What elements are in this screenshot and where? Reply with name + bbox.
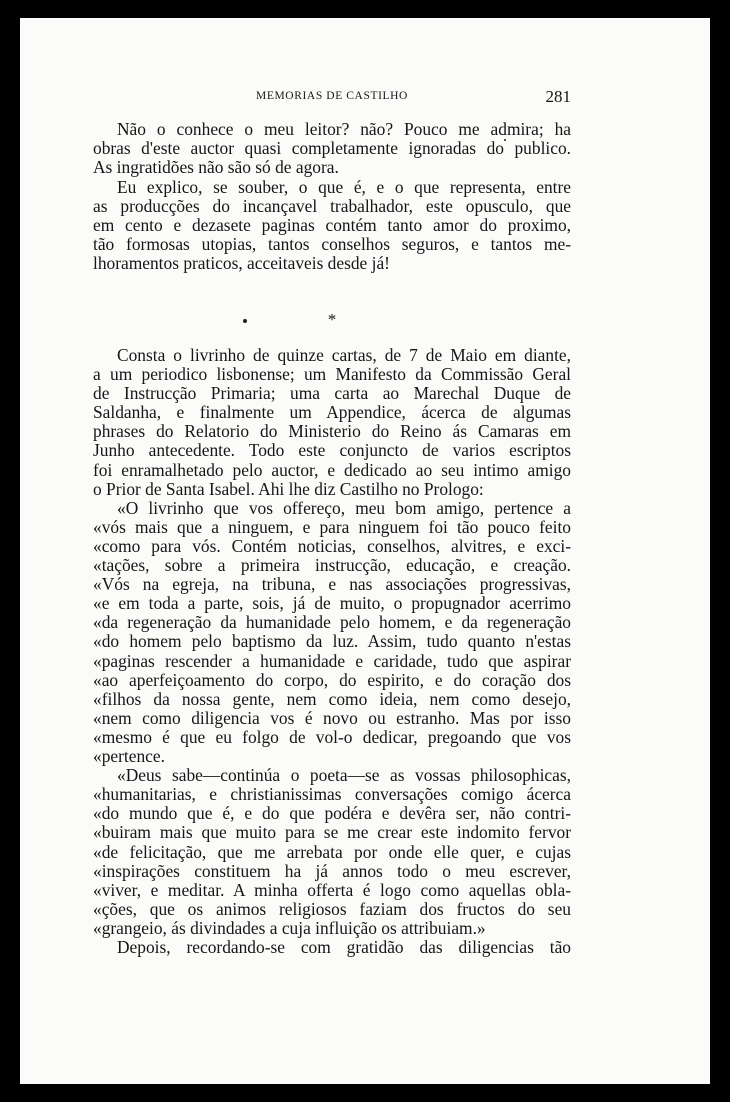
paragraph-3 xyxy=(93,346,571,499)
book-page xyxy=(20,18,710,1084)
text-line: a um periodico lisbonense; um Manifesto da Commissão Geral xyxy=(93,364,571,385)
text-line: «como para vós. Contém noticias, conselhos, alvitres, e exci- xyxy=(93,535,571,556)
text-line: As ingratidões não são só de agora. xyxy=(93,157,339,178)
text-line: «O livrinho que vos offereço, meu bom amigo, pertence a xyxy=(117,497,571,518)
text-line: «vós mais que a ninguem, e para ninguem foi tão pouco feito xyxy=(93,516,571,537)
text-line: Eu explico, se souber, o que é, e o que representa, entre xyxy=(117,177,571,197)
text-line: «pertence. xyxy=(93,746,165,767)
text-line: em cento e dezasete paginas contém tanto amor do proximo, xyxy=(93,215,571,236)
text-line: «de felicitação, que me arrebata por onde elle quer, e cujas xyxy=(93,841,571,862)
text-line: «grangeio, ás divindades a cuja influição os attribuiam.» xyxy=(93,917,486,938)
text-line: «Deus sabe—continúa o poeta—se as vossas philosophicas, xyxy=(117,765,571,786)
text-line: «Vós na egreja, na tribuna, e nas associações progressivas, xyxy=(93,574,571,595)
section-separator: * xyxy=(327,310,337,329)
text-line: Depois, recordando-se com gratidão das diligencias tão xyxy=(117,937,571,958)
text-line: «inspirações constituem ha já annos todo o meu escrever, xyxy=(93,860,571,881)
paragraph-4-quote xyxy=(93,499,571,766)
text-line: «paginas rescender a humanidade e caridade, tudo que aspirar xyxy=(93,650,571,671)
text-line: Saldanha, e finalmente um Appendice, ácerca de algumas xyxy=(93,402,571,423)
text-line: foi enramalhetado pelo auctor, e dedicado ao seu intimo amigo xyxy=(93,459,571,480)
text-line: «humanitarias, e christianissimas conversações comigo ácerca xyxy=(93,784,571,805)
text-line: «ções, que os animos religiosos faziam dos fructos do seu xyxy=(93,898,571,919)
text-line: «da regeneração da humanidade pelo homem, e da regeneração xyxy=(93,612,571,633)
text-line: «buiram mais que muito para se me crear este indomito fervor xyxy=(93,822,571,843)
text-line: «do homem pelo baptismo da luz. Assim, tudo quanto n'estas xyxy=(93,631,571,652)
text-line: as producções do incançavel trabalhador, este opusculo, que xyxy=(93,196,571,217)
text-line: de Instrucção Primaria; uma carta ao Marechal Duque de xyxy=(93,383,571,404)
text-line: Consta o livrinho de quinze cartas, de 7 de Maio em diante, xyxy=(117,345,571,365)
text-line: «mesmo é que eu folgo de vol-o dedicar, pregoando que vos xyxy=(93,726,571,747)
text-line: obras d'este auctor quasi completamente ignoradas do publico. xyxy=(93,138,571,159)
paragraph-6 xyxy=(93,938,571,957)
paragraph-1 xyxy=(93,120,571,177)
paragraph-5-quote xyxy=(93,766,571,938)
running-title: MEMORIAS DE CASTILHO xyxy=(256,90,408,102)
text-line: Junho antecedente. Todo este conjuncto de varios escriptos xyxy=(93,440,571,461)
running-head xyxy=(93,87,571,107)
text-line: «e em toda a parte, sois, já de muito, o propugnador acerrimo xyxy=(93,593,571,614)
text-line: «do mundo que é, e do que podéra e devêra ser, não contri- xyxy=(93,803,571,824)
text-line: Não o conhece o meu leitor? não? Pouco me admira; ha xyxy=(117,119,571,139)
text-line: tão formosas utopias, tantos conselhos seguros, e tantos me- xyxy=(93,234,571,255)
text-line: «viver, e meditar. A minha offerta é logo como aquellas obla- xyxy=(93,879,571,900)
text-line: o Prior de Santa Isabel. Ahi lhe diz Castilho no Prologo: xyxy=(93,478,484,499)
paragraph-2 xyxy=(93,178,571,273)
text-line: «ao aperfeiçoamento do corpo, do espirito, e do coração dos xyxy=(93,669,571,690)
text-line: «tações, sobre a primeira instrucção, educação, e creação. xyxy=(93,555,571,576)
page-number: 281 xyxy=(545,87,571,106)
text-line: «filhos da nossa gente, nem como ideia, nem como desejo, xyxy=(93,688,571,709)
text-line: lhoramentos praticos, acceitaveis desde já! xyxy=(93,253,390,274)
text-line: phrases do Relatorio do Ministerio do Reino ás Camaras em xyxy=(93,421,571,442)
text-line: «nem como diligencia vos é novo ou estranho. Mas por isso xyxy=(93,707,571,728)
